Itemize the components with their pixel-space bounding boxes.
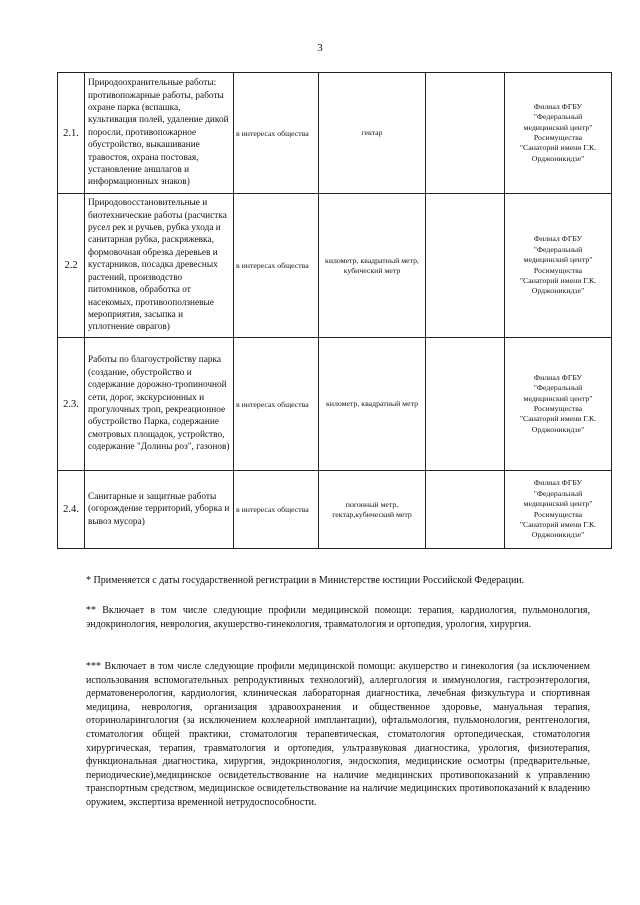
interest-cell: в интересах общества (234, 194, 319, 338)
responsible-line: "Санаторий имени Г.К. (519, 414, 597, 424)
responsible-line: медицинский центр" (523, 122, 593, 132)
empty-cell (426, 471, 505, 549)
responsible-cell (505, 73, 612, 194)
interest-cell: в интересах общества (234, 338, 319, 471)
row-number: 2.2 (58, 194, 85, 338)
responsible-line: Орджоникидзе" (531, 153, 585, 163)
page-number: 3 (317, 42, 323, 54)
responsible-cell (505, 471, 612, 549)
unit-cell: километр, квадратный метр (319, 338, 426, 471)
work-description: Работы по благоустройству парка (создание, обустройство и содержание дорожно-тропиночной сети, дорог, экскурсионных и прогулочных троп, рекреационное обустройство Парка, содержание смотровых площадок, устройство, содержание "Долины роз", газонов) (85, 338, 234, 471)
table-row (58, 471, 612, 549)
unit-cell: погонный метр, гектар,кубический метр (319, 471, 426, 549)
responsible-line: Росимущества (533, 404, 583, 413)
responsible-line: "Санаторий имени Г.К. (519, 143, 597, 153)
responsible-line: "Федеральный (533, 112, 583, 122)
responsible-line: "Федеральный (533, 383, 583, 393)
row-number: 2.1. (58, 73, 85, 194)
table-row (58, 338, 612, 471)
row-number: 2.4. (58, 471, 85, 549)
responsible-cell (505, 338, 612, 471)
empty-cell (426, 338, 505, 471)
responsible-line: Филиал ФГБУ (533, 372, 583, 382)
table-row (58, 73, 612, 194)
responsible-line: "Федеральный (533, 488, 583, 498)
footnote-2: ** Включает в том числе следующие профили медицинской помощи: терапия, кардиология, пульмонология, эндокринология, неврология, акушерство-гинекология, травматология и ортопедия, урология, хирургия. (86, 605, 590, 630)
works-table (57, 72, 612, 549)
responsible-line: медицинский центр" (523, 255, 593, 265)
responsible-line: Орджоникидзе" (531, 286, 585, 296)
footnote-3: *** Включает в том числе следующие профили медицинской помощи: акушерство и гинекология (за исключением использования вспомогательных репродуктивных технологий), аллергология и иммунология, гастроэнтерология, дерматовенерология, кардиология, клиническая лабораторная диагностика, лечебная физкультура и спортивная медицина, неврология, организация здравоохранения и общественное здоровье, мануальная терапия, оториноларингология (за исключением кохлеарной имплантации), офтальмология, пульмонология, рентгенология, стоматология общей практики, стоматология терапевтическая, стоматология ортопедическая, стоматология хирургическая, терапия, травматология и ортопедия, ультразвуковая диагностика, урология, физиотерапия, функциональная диагностика, хирургия, эндокринология, эндоскопия, медицинские осмотры (предварительные, периодические),медицинское освидетельствование на наличие медицинских противопоказаний к управлению транспортным средством, медицинское освидетельствование на наличие медицинских противопоказаний к владению оружием, экспертиза временной нетрудоспособности. (86, 661, 590, 808)
interest-cell: в интересах общества (234, 73, 319, 194)
unit-cell: километр, квадратный метр, кубический метр (319, 194, 426, 338)
table-row (58, 194, 612, 338)
empty-cell (426, 73, 505, 194)
responsible-line: Росимущества (533, 265, 583, 275)
responsible-line: медицинский центр" (523, 393, 593, 403)
responsible-line: Филиал ФГБУ (533, 101, 583, 111)
work-description: Природоохранительные работы: противопожарные работы, работы охране парка (вспашка, культивация полей, удаление дикой поросли, противопожарное обустройство, выкашивание травостоя, охрана постовая, установление аншлагов и информационных знаков) (85, 73, 234, 194)
responsible-cell (505, 194, 612, 338)
responsible-line: Орджоникидзе" (531, 530, 585, 540)
responsible-line: Орджоникидзе" (531, 424, 585, 434)
row-number: 2.3. (58, 338, 85, 471)
responsible-line: "Санаторий имени Г.К. (519, 275, 597, 285)
responsible-line: "Федеральный (533, 244, 583, 254)
empty-cell (426, 194, 505, 338)
responsible-line: Филиал ФГБУ (533, 234, 583, 244)
responsible-line: Филиал ФГБУ (533, 478, 583, 488)
responsible-line: Росимущества (533, 509, 583, 519)
responsible-line: медицинский центр" (523, 499, 593, 509)
work-description: Санитарные и защитные работы (огорождение территорий, уборка и вывоз мусора) (85, 471, 234, 549)
work-description: Природовосстановительные и биотехнические работы (расчистка русел рек и ручьев, рубка ухода и санитарная рубка, раскряжевка, формовочная обрезка деревьев и кустарников, посадка древесных растений, производство питомников, обработка от насекомых, противооползневые мероприятия, засыпка и уплотнение оврагов) (85, 194, 234, 338)
interest-cell: в интересах общества (234, 471, 319, 549)
unit-cell: гектар (319, 73, 426, 194)
responsible-line: Росимущества (533, 133, 583, 142)
responsible-line: "Санаторий имени Г.К. (519, 519, 597, 529)
footnote-1: * Применяется с даты государственной регистрации в Министерстве юстиции Российской Федерации. (86, 575, 525, 586)
